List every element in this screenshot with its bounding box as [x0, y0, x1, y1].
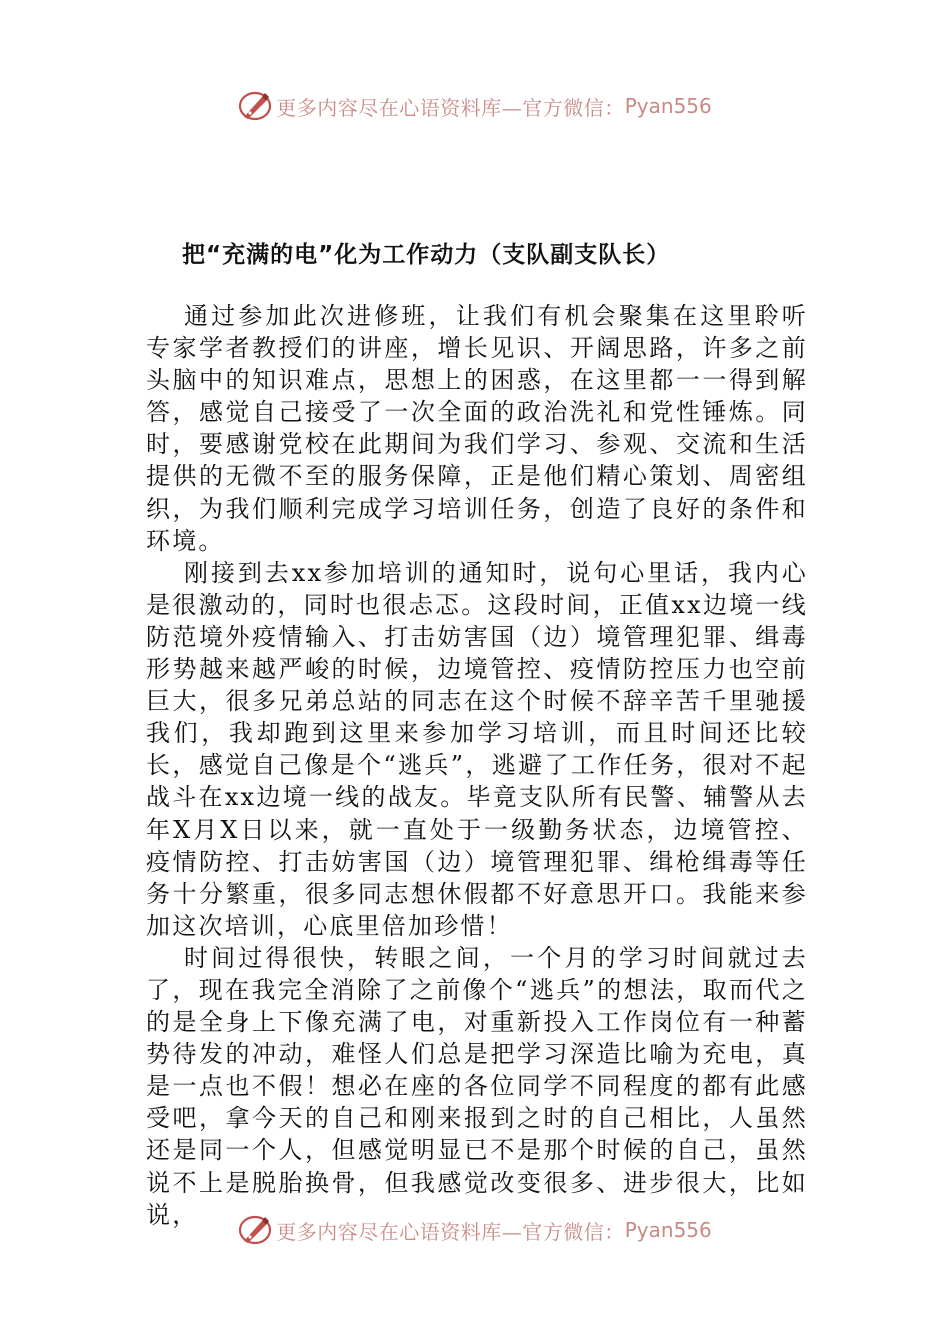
fountain-pen-logo-icon: [238, 89, 272, 123]
watermark-text: 更多内容尽在心语资料库—官方微信：: [276, 95, 625, 120]
fountain-pen-logo-icon: [238, 1213, 272, 1247]
footer-watermark: [0, 1210, 950, 1250]
document-title: 把“充满的电”化为工作动力（支队副支队长）: [182, 242, 671, 268]
header-watermark: [0, 86, 950, 126]
paragraph: 通过参加此次进修班，让我们有机会聚集在这里聆听专家学者教授们的讲座，增长见识、开阔思路，许多之前头脑中的知识难点，思想上的困惑，在这里都一一得到解答，感觉自己接受了一次全面的政治洗礼和党性锤炼。同时，要感谢党校在此期间为我们学习、参观、交流和生活提供的无微不至的服务保障，正是他们精心策划、周密组织，为我们顺利完成学习培训任务，创造了良好的条件和环境。: [146, 302, 808, 555]
watermark-text: 更多内容尽在心语资料库—官方微信：: [276, 1219, 625, 1244]
document-body: [146, 300, 808, 1231]
paragraph: 刚接到去xx参加培训的通知时，说句心里话，我内心是很激动的，同时也很忐忑。这段时间，正值xx边境一线防范境外疫情输入、打击妨害国（边）境管理犯罪、缉毒形势越来越严峻的时候，边境管控、疫情防控压力也空前巨大，很多兄弟总站的同志在这个时候不辞辛苦千里驰援我们，我却跑到这里来参加学习培训，而且时间还比较长，感觉自己像是个“逃兵”，逃避了工作任务，很对不起战斗在xx边境一线的战友。毕竟支队所有民警、辅警从去年X月X日以来，就一直处于一级勤务状态，边境管控、疫情防控、打击妨害国（边）境管理犯罪、缉枪缉毒等任务十分繁重，很多同志想休假都不好意思开口。我能来参加这次培训，心底里倍加珍惜！: [146, 558, 808, 940]
paragraph: 时间过得很快，转眼之间，一个月的学习时间就过去了，现在我完全消除了之前像个“逃兵”的想法，取而代之的是全身上下像充满了电，对重新投入工作岗位有一种蓄势待发的冲动，难怪人们总是把学习深造比喻为充电，真是一点也不假！想必在座的各位同学不同程度的都有此感受吧，拿今天的自己和刚来报到之时的自己相比，人虽然还是同一个人，但感觉明显已不是那个时候的自己，虽然说不上是脱胎换骨，但我感觉改变很多、进步很大，比如说，: [146, 943, 808, 1229]
watermark-contact: Pyan556: [624, 1218, 712, 1242]
watermark-contact: Pyan556: [624, 94, 712, 118]
